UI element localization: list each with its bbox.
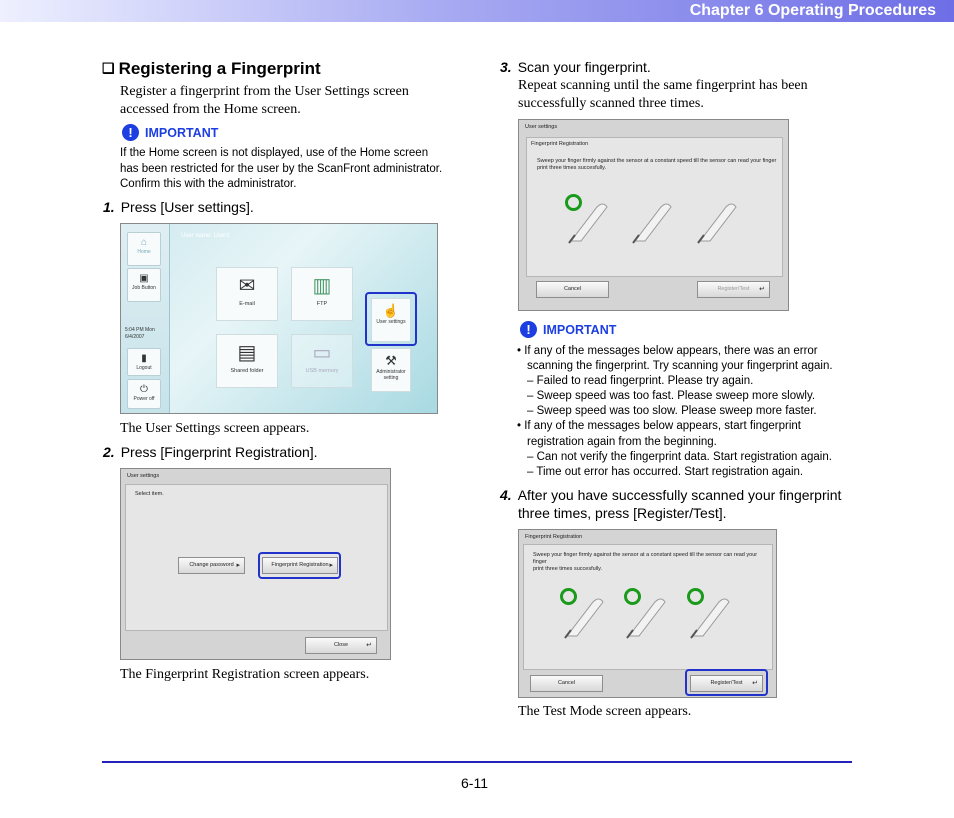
important-heading: [520, 321, 616, 338]
section-title: Registering a Fingerprint: [118, 59, 321, 78]
highlight-box: [258, 552, 341, 579]
finger-icon: [561, 592, 609, 640]
dialog-panel: [125, 484, 388, 631]
important-sub-item: – Sweep speed was too slow. Please sweep more faster.: [527, 405, 817, 417]
step-3-detail: [518, 77, 808, 113]
step-4: [500, 487, 841, 503]
user-settings-tile: ☝ User settings: [371, 298, 411, 342]
fingerprint-registration-button: Fingerprint Registration ▸: [262, 557, 338, 574]
header-bar: [0, 0, 954, 22]
important-sub-item: – Time out error has occurred. Start registration again.: [527, 466, 804, 478]
important-bullet-cont: scanning the fingerprint. Try scanning your fingerprint again.: [527, 360, 833, 372]
important-label: IMPORTANT: [543, 322, 617, 337]
finger-icon: [687, 592, 735, 640]
important-label: IMPORTANT: [145, 125, 219, 140]
instruction-text: Sweep your finger firmly against the sensor at a constant speed till the sensor can read your finger print three times succesfully.: [537, 158, 777, 171]
usb-icon: ▭: [312, 342, 332, 364]
arrow-right-icon: ▸: [236, 562, 240, 569]
register-test-screenshot: [518, 529, 777, 698]
step-3: [500, 59, 651, 75]
dialog-title: User settings: [525, 124, 558, 130]
enter-icon: ↵: [752, 680, 758, 687]
step-number: 4.: [500, 487, 512, 503]
section-heading: [102, 59, 321, 79]
select-item-prompt: Select item.: [135, 491, 164, 497]
highlight-box: [365, 292, 417, 346]
page-number: 6-11: [461, 775, 488, 791]
finger-icon: [629, 197, 677, 245]
exclamation-icon: !: [520, 321, 537, 338]
close-button: Close ↵: [305, 637, 377, 654]
detail-line: successfully scanned three times.: [518, 96, 704, 111]
important-bullet-cont: registration again from the beginning.: [527, 436, 717, 448]
register-test-button: Register/Test ↵: [697, 281, 770, 298]
exclamation-icon: !: [122, 124, 139, 141]
envelope-icon: ✉: [238, 275, 256, 297]
chapter-title: Chapter 6 Operating Procedures: [689, 2, 936, 19]
important-sub-item: – Sweep speed was too fast. Please sweep more slowly.: [527, 390, 816, 402]
step-1: [103, 199, 254, 215]
enter-icon: ↵: [366, 642, 372, 649]
arrow-right-icon: ▸: [329, 562, 333, 569]
email-tile: ✉ E-mail: [216, 267, 278, 321]
important-line: Confirm this with the administrator.: [120, 178, 297, 190]
home-icon: ⌂: [140, 237, 148, 248]
step-2-result: The Fingerprint Registration screen appears.: [120, 667, 370, 682]
step-4-cont: three times, press [Register/Test].: [518, 505, 727, 521]
important-text: [120, 146, 442, 193]
register-test-button: Register/Test ↵: [690, 675, 763, 692]
ftp-icon: ▥: [312, 275, 332, 297]
detail-line: Repeat scanning until the same fingerprint has been: [518, 78, 808, 93]
job-icon: ▣: [139, 273, 149, 284]
section-intro: [120, 83, 409, 119]
step-number: 1.: [103, 199, 115, 215]
highlight-box: [685, 669, 768, 696]
intro-line: Register a fingerprint from the User Settings screen: [120, 84, 409, 99]
instruction-text: Sweep your finger firmly against the sensor at a constant speed till the sensor can read your finger print three times succesfully.: [533, 552, 758, 572]
finger-icon: [565, 197, 613, 245]
important-line: If the Home screen is not displayed, use of the Home screen: [120, 147, 429, 159]
shared-folder-tile: ▤ Shared folder: [216, 334, 278, 388]
important-heading: [122, 124, 218, 141]
important-bullet: • If any of the messages below appears, there was an error: [517, 345, 818, 357]
usb-memory-tile: ▭ USB memory: [291, 334, 353, 388]
ftp-tile: ▥ FTP: [291, 267, 353, 321]
important-bullet: • If any of the messages below appears, start fingerprint: [517, 420, 802, 432]
finger-icon: [694, 197, 742, 245]
important-line: has been restricted for the user by the ScanFront administrator.: [120, 162, 443, 175]
step-number: 3.: [500, 59, 512, 75]
dialog-title: User settings: [127, 473, 160, 479]
change-password-button: Change password ▸: [178, 557, 245, 574]
home-screen-screenshot: [120, 223, 438, 414]
tools-icon: ⚒: [385, 353, 397, 368]
power-icon: ⏻: [140, 384, 148, 395]
user-settings-icon: ☝: [382, 303, 400, 318]
fingerprint-registration-screenshot: [518, 119, 789, 311]
step-1-result: The User Settings screen appears.: [120, 421, 310, 436]
dialog-title: Fingerprint Registration: [525, 534, 583, 540]
step-text: Press [Fingerprint Registration].: [120, 444, 318, 460]
clock-readout: 5:04 PM Mon 6/4/2007: [125, 327, 155, 340]
step-text: Press [User settings].: [120, 199, 254, 215]
administrator-setting-tile: ⚒ Administrator setting: [371, 348, 411, 392]
step-4-result: The Test Mode screen appears.: [518, 704, 692, 719]
checkbox-bullet-icon: ❑: [102, 60, 115, 76]
step-number: 2.: [103, 444, 115, 460]
important-sub-item: – Can not verify the fingerprint data. Start registration again.: [527, 451, 832, 463]
job-button-side-button: ▣ Job Button: [127, 268, 161, 302]
important-sub-item: – Failed to read fingerprint. Please try again.: [527, 375, 754, 387]
intro-line: accessed from the Home screen.: [120, 102, 301, 117]
step-text: After you have successfully scanned your fingerprint: [517, 487, 842, 503]
logout-icon: ▮: [141, 353, 147, 364]
footer-rule: [102, 761, 852, 763]
step-2: [103, 444, 318, 460]
user-settings-screenshot: [120, 468, 391, 660]
logout-side-button: ▮ Logout: [127, 348, 161, 376]
finger-icon: [623, 592, 671, 640]
step-text: Scan your fingerprint.: [517, 59, 651, 75]
user-name-label: User name: User1: [181, 233, 230, 239]
panel-title: Fingerprint Registration: [531, 141, 589, 147]
computer-icon: ▤: [237, 342, 257, 364]
enter-icon: ↵: [759, 286, 765, 293]
cancel-button: Cancel: [536, 281, 609, 298]
home-side-button: ⌂ Home: [127, 232, 161, 266]
cancel-button: Cancel: [530, 675, 603, 692]
power-off-side-button: ⏻ Power off: [127, 379, 161, 409]
